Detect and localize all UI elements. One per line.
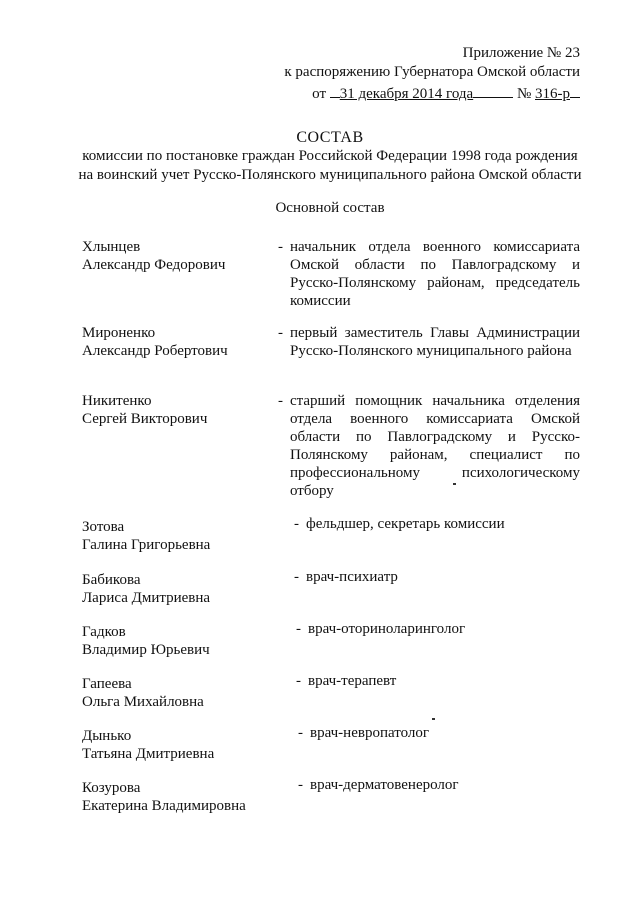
member-name bbox=[82, 324, 272, 360]
member-role bbox=[298, 776, 600, 794]
role-dash: - bbox=[278, 325, 283, 341]
role-dash: - bbox=[296, 673, 301, 689]
role-dash: - bbox=[294, 569, 299, 585]
appendix-number: Приложение № 23 bbox=[462, 45, 580, 61]
role-dash: - bbox=[294, 516, 299, 532]
member-given-name: Владимир Юрьевич bbox=[82, 642, 210, 658]
member-given-name: Лариса Дмитриевна bbox=[82, 590, 211, 606]
member-given-name: Сергей Викторович bbox=[82, 411, 208, 427]
member-given-name: Александр Федорович bbox=[82, 257, 226, 273]
date-underline-right bbox=[473, 82, 513, 98]
member-name bbox=[82, 518, 272, 554]
member-role-text: врач-дерматовенеролог bbox=[310, 777, 459, 793]
member-surname: Хлынцев bbox=[82, 239, 141, 255]
member-surname: Козурова bbox=[82, 780, 141, 796]
member-role-text: фельдшер, секретарь комиссии bbox=[306, 516, 505, 532]
number-prefix: № bbox=[516, 86, 532, 102]
member-surname: Гадков bbox=[82, 624, 126, 640]
member-given-name: Екатерина Владимировна bbox=[82, 798, 246, 814]
member-role-text: врач-терапевт bbox=[308, 673, 397, 689]
decree-date-line bbox=[312, 82, 580, 104]
member-given-name: Галина Григорьевна bbox=[82, 537, 211, 553]
member-name bbox=[82, 727, 272, 763]
decree-reference: к распоряжению Губернатора Омской области bbox=[284, 64, 580, 80]
member-given-name: Ольга Михайловна bbox=[82, 694, 204, 710]
member-role-text: врач-психиатр bbox=[306, 569, 398, 585]
number-underline bbox=[570, 82, 580, 98]
member-role bbox=[294, 568, 596, 586]
member-role-text: старший помощник начальника отделения отдела военного комиссариата Омской области по Павлоградскому и Русско-Полянскому районам, специалист по профессиональному психологическому отбору bbox=[290, 393, 580, 499]
member-role bbox=[296, 672, 598, 690]
document-subtitle-line1: комиссии по постановке граждан Российской Федерации 1998 года рождения bbox=[82, 148, 578, 164]
role-dash: - bbox=[296, 621, 301, 637]
appendix-header bbox=[284, 44, 580, 104]
member-name bbox=[82, 623, 272, 659]
document-title-block bbox=[40, 128, 620, 185]
member-role-text: врач-оториноларинголог bbox=[308, 621, 466, 637]
member-name bbox=[82, 571, 272, 607]
member-role bbox=[298, 724, 600, 742]
member-role bbox=[278, 324, 580, 360]
member-name bbox=[82, 238, 272, 274]
decree-date: 31 декабря 2014 года bbox=[339, 86, 474, 102]
date-underline-left bbox=[330, 82, 340, 98]
member-role bbox=[278, 238, 580, 310]
document-title: СОСТАВ bbox=[296, 129, 364, 146]
member-role bbox=[294, 515, 596, 533]
member-given-name: Александр Робертович bbox=[82, 343, 228, 359]
member-role bbox=[278, 392, 580, 500]
member-surname: Мироненко bbox=[82, 325, 156, 341]
role-dash: - bbox=[278, 239, 283, 255]
date-prefix: от bbox=[312, 86, 326, 102]
member-role bbox=[296, 620, 598, 638]
member-name bbox=[82, 779, 272, 815]
member-name bbox=[82, 392, 272, 428]
scan-speck bbox=[432, 718, 435, 720]
member-role-text: врач-невропатолог bbox=[310, 725, 430, 741]
role-dash: - bbox=[298, 777, 303, 793]
member-given-name: Татьяна Дмитриевна bbox=[82, 746, 215, 762]
scan-speck bbox=[453, 483, 456, 485]
section-heading: Основной состав bbox=[275, 200, 385, 216]
member-surname: Бабикова bbox=[82, 572, 141, 588]
role-dash: - bbox=[278, 393, 283, 409]
member-role-text: первый заместитель Главы Администрации Русско-Полянского муниципального района bbox=[290, 325, 580, 359]
member-surname: Дынько bbox=[82, 728, 132, 744]
member-surname: Гапеева bbox=[82, 676, 132, 692]
member-surname: Никитенко bbox=[82, 393, 152, 409]
member-role-text: начальник отдела военного комиссариата Омской области по Павлоградскому и Русско-Полянскому районам, председатель комиссии bbox=[290, 239, 580, 309]
decree-number: 316-р bbox=[535, 86, 570, 102]
member-name bbox=[82, 675, 272, 711]
document-subtitle-line2: на воинский учет Русско-Полянского муниципального района Омской области bbox=[78, 167, 582, 183]
role-dash: - bbox=[298, 725, 303, 741]
member-surname: Зотова bbox=[82, 519, 125, 535]
